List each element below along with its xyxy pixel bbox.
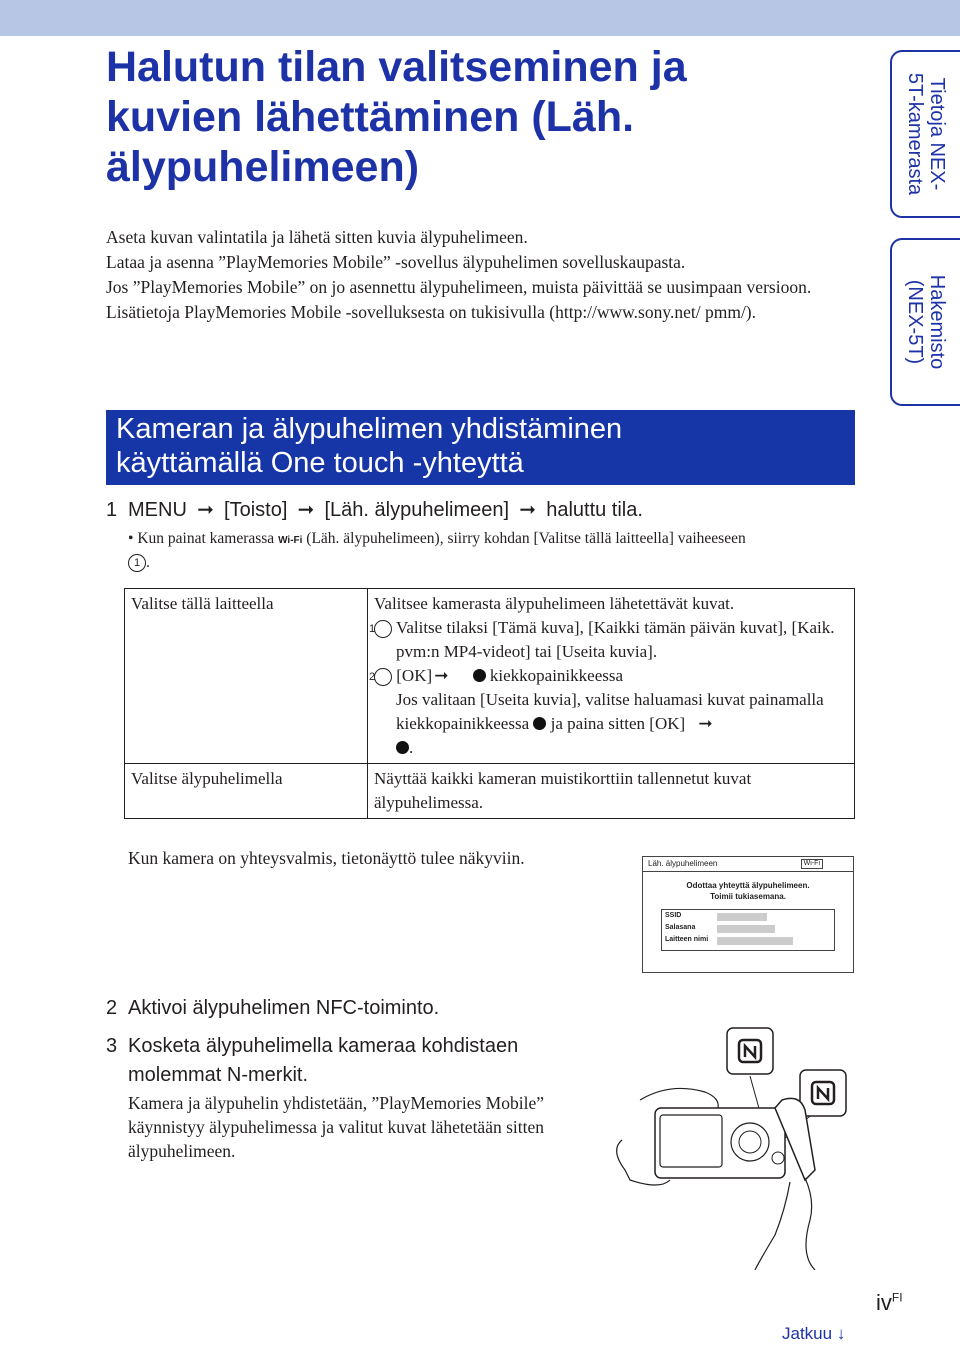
mode-desc-text: Valitsee kamerasta älypuhelimeen lähetettävät kuvat. — [374, 594, 735, 613]
continue-link[interactable] — [782, 1324, 845, 1344]
center-button-icon — [533, 717, 546, 730]
device-name-value-bar — [717, 937, 793, 945]
bullet-dot: • — [128, 530, 134, 547]
wifi-icon: Wi-Fi — [801, 859, 823, 869]
arrow-right-icon: ➞ — [698, 714, 713, 734]
tab-index[interactable] — [890, 238, 960, 406]
page-title: Halutun tilan valitseminen ja kuvien lähettäminen (Läh. älypuhelimeen) — [106, 43, 687, 191]
step-3-number: 3 — [106, 1035, 118, 1057]
n-mark-icon — [727, 1028, 773, 1074]
step-1-number: 1 — [106, 499, 118, 521]
continue-label: Jatkuu — [782, 1324, 833, 1343]
ready-note: Kun kamera on yhteysvalmis, tietonäyttö tulee näkyviin. — [128, 848, 525, 868]
bullet-text-a: Kun painat kamerassa — [137, 530, 275, 547]
camera-info-screen — [642, 856, 854, 973]
step-1-bullet — [128, 528, 848, 574]
send-to-smartphone-label: [Läh. älypuhelimeen] — [324, 499, 510, 521]
menu-label: MENU — [128, 499, 187, 521]
playback-label: [Toisto] — [224, 499, 288, 521]
ok-label: [OK] — [396, 666, 433, 685]
desired-mode-label: haluttu tila. — [546, 499, 643, 521]
arrow-right-icon: ➞ — [434, 666, 449, 686]
intro-line-1: Aseta kuvan valintatila ja lähetä sitten kuvia älypuhelimeen. — [106, 227, 528, 247]
nfc-touch-illustration — [600, 1020, 860, 1270]
center-button-icon — [473, 669, 486, 682]
table-row — [125, 589, 855, 764]
tab-about-camera[interactable] — [890, 50, 960, 218]
arrow-right-icon: ➞ — [197, 499, 214, 521]
circled-one-icon: 1 — [374, 620, 392, 638]
screen-header-title: Läh. älypuhelimeen — [648, 859, 718, 868]
step-1-text — [128, 496, 643, 525]
bullet-text-b: (Läh. älypuhelimeen), siirry kohdan [Valitse tällä laitteella] vaiheeseen — [306, 530, 746, 547]
step-3-note: Kamera ja älypuhelin yhdistetään, ”PlayMemories Mobile” käynnistyy älypuhelimessa ja valitut kuvat lähetetään sitten älypuhelimeen. — [128, 1093, 545, 1161]
screen-info-box — [661, 909, 835, 951]
page-number: $iv^{FI}$ — [876, 1290, 903, 1315]
password-label: Salasana — [665, 924, 696, 931]
top-color-bar — [0, 0, 960, 36]
ssid-value-bar — [717, 913, 767, 921]
arrow-down-icon: ↓ — [836, 1324, 846, 1343]
screen-header — [643, 857, 853, 872]
step-2-number: 2 — [106, 997, 118, 1019]
substep-2-note: Jos valitaan [Useita kuvia], valitse haluamasi kuvat painamalla kiekkopainikkeessa ja paina sitten [OK] ➞ . — [396, 690, 824, 757]
screen-message-1: Odottaa yhteyttä älypuhelimeen. — [686, 881, 810, 890]
mode-label: Valitse tällä laitteella — [125, 589, 368, 764]
mode-table — [124, 588, 855, 819]
tab-index-label: Hakemisto (NEX-5T) — [904, 274, 948, 370]
mode-label: Valitse älypuhelimella — [125, 764, 368, 819]
screen-message-2: Toimii tukiasemana. — [710, 892, 786, 901]
arrow-right-icon: ➞ — [519, 499, 537, 521]
wifi-button-icon: Wi-Fi — [278, 535, 303, 546]
substep-2 — [368, 664, 848, 688]
circled-one-icon: 1 — [128, 554, 146, 572]
n-mark-icon — [800, 1070, 846, 1116]
intro-text — [106, 225, 846, 325]
substep-1 — [368, 616, 848, 664]
section-heading — [106, 410, 855, 485]
step-3-text: Kosketa älypuhelimella kameraa kohdistaen molemmat N-merkit. — [128, 1035, 519, 1086]
center-button-icon — [396, 741, 409, 754]
intro-line-2: Lataa ja asenna ”PlayMemories Mobile” -sovellus älypuhelimen sovelluskaupasta. — [106, 252, 686, 272]
control-wheel-label: kiekkopainikkeessa — [489, 666, 624, 685]
tab-about-camera-label: Tietoja NEX- 5T-kamerasta — [904, 72, 948, 196]
bullet-text-c: . — [146, 554, 150, 571]
section-heading-line-2: käyttämällä One touch -yhteyttä — [116, 447, 524, 479]
step-2-text: Aktivoi älypuhelimen NFC-toiminto. — [128, 997, 440, 1019]
intro-line-3: Jos ”PlayMemories Mobile” on jo asennettu älypuhelimeen, muista päivittää se uusimpaan versioon. — [106, 277, 812, 297]
ssid-label: SSID — [665, 912, 682, 919]
password-value-bar — [717, 925, 775, 933]
arrow-right-icon: ➞ — [297, 499, 315, 521]
mode-description: Näyttää kaikki kameran muistikorttiin tallennetut kuvat älypuhelimessa. — [368, 764, 855, 819]
table-row — [125, 764, 855, 819]
circled-two-icon: 2 — [374, 668, 392, 686]
device-name-label: Laitteen nimi — [665, 936, 709, 943]
substep-1-text: Valitse tilaksi [Tämä kuva], [Kaikki tämän päivän kuvat], [Kaik. pvm:n MP4-videot] tai [Useita kuvia]. — [395, 618, 835, 661]
section-heading-line-1: Kameran ja älypuhelimen yhdistäminen — [116, 413, 623, 445]
mode-description — [368, 589, 855, 764]
intro-line-4: Lisätietoja PlayMemories Mobile -sovelluksesta on tukisivulla (http://www.sony.net/ pmm/). — [106, 302, 757, 322]
